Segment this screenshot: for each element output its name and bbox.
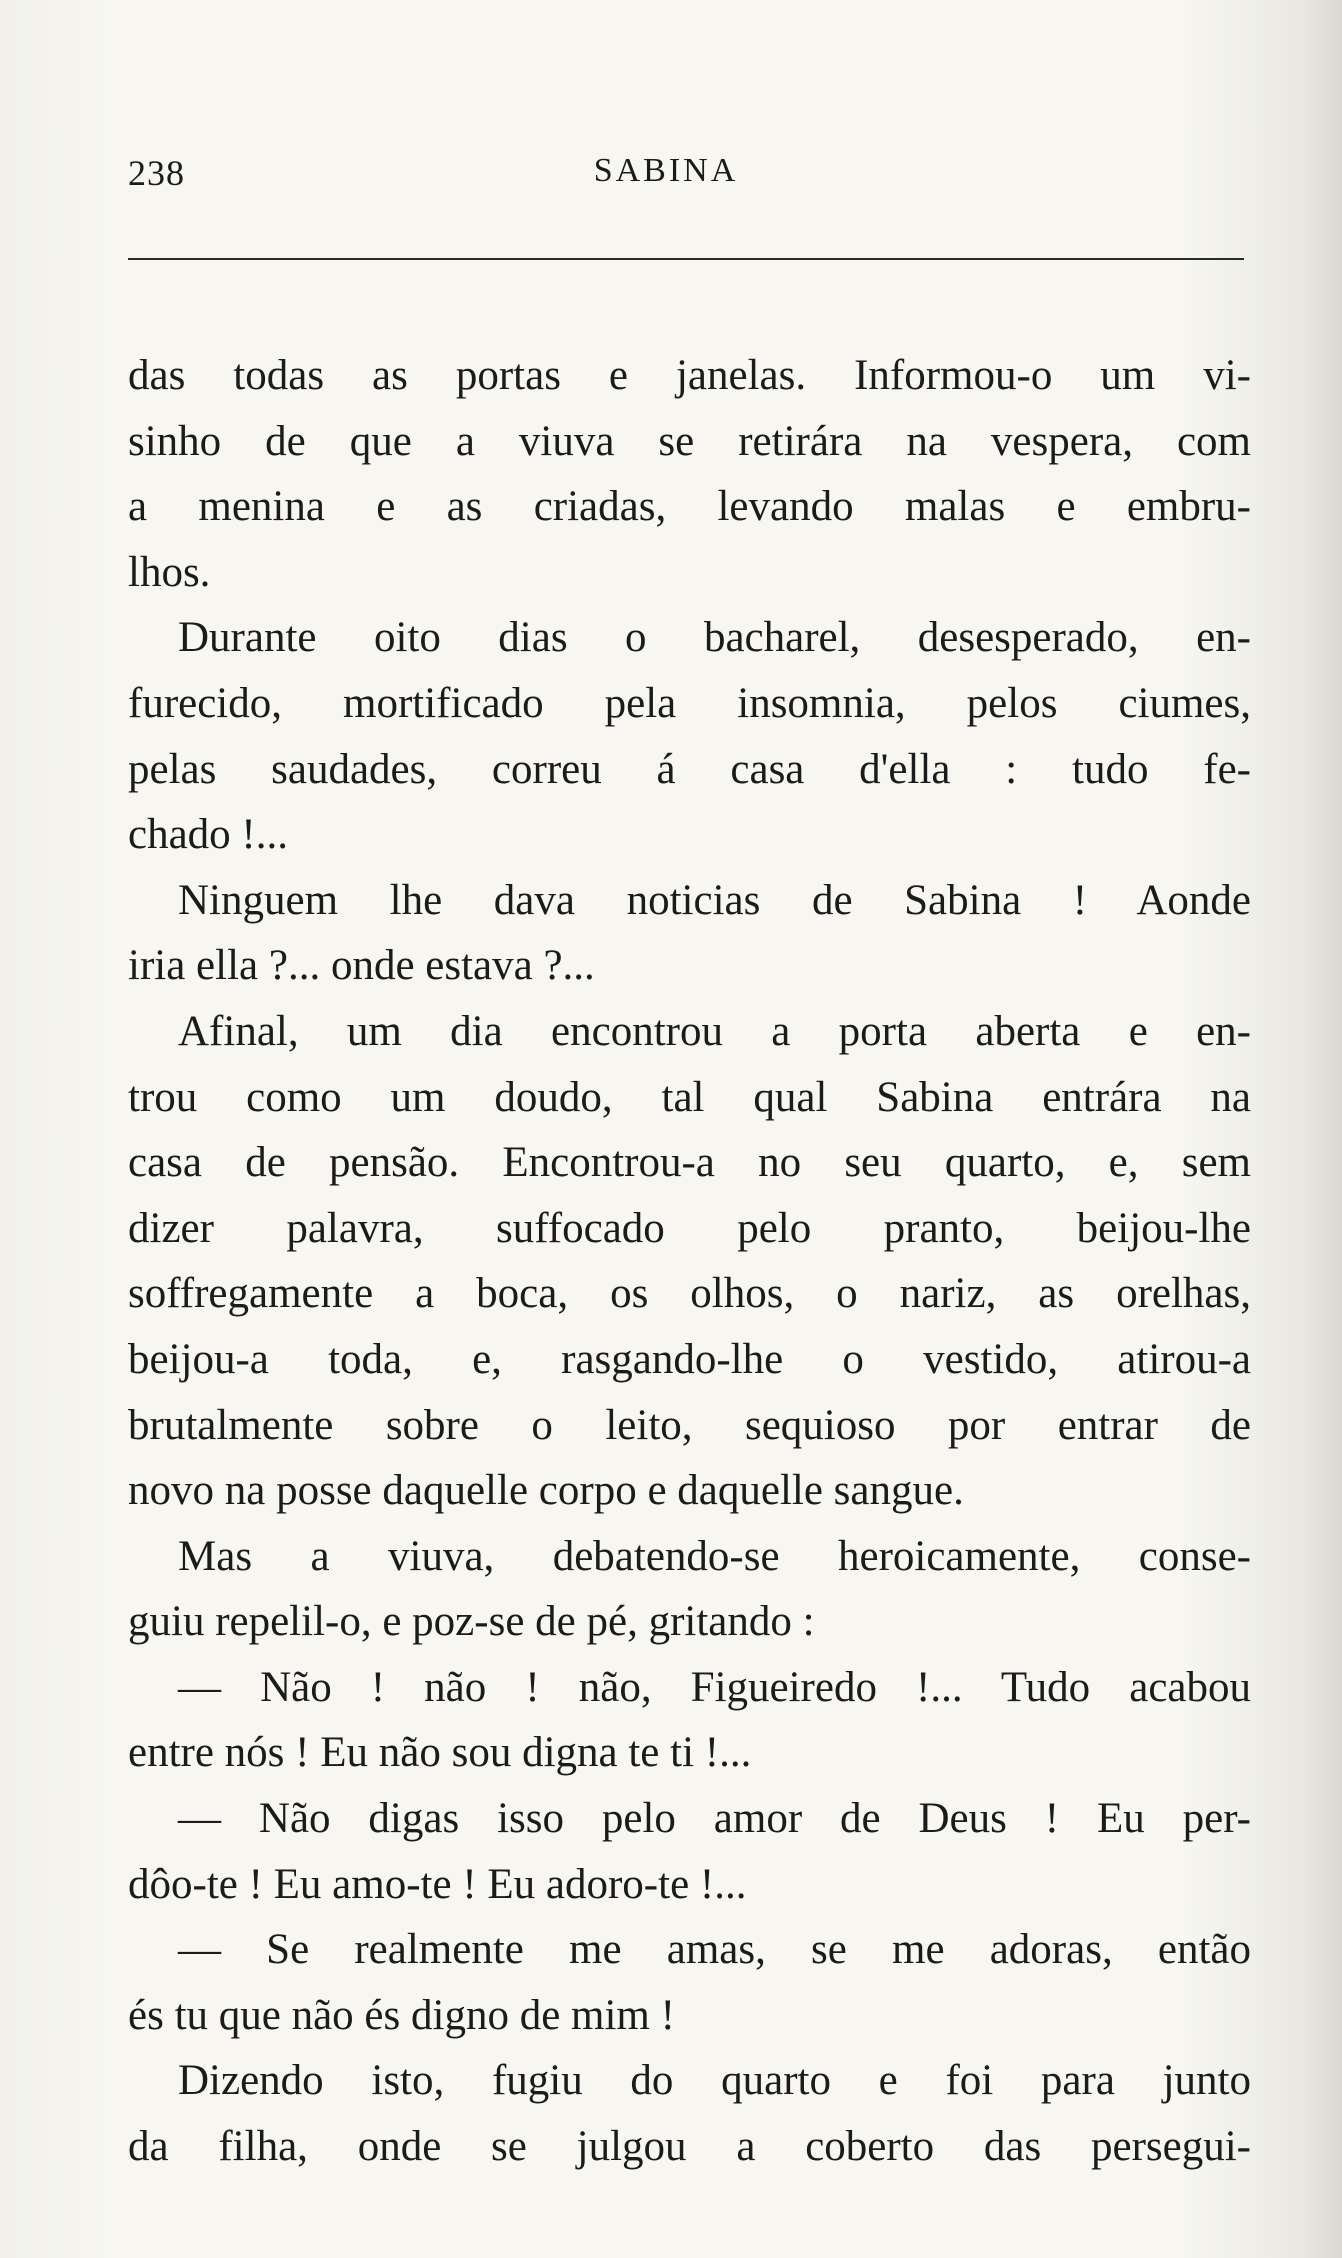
text-line: dôo-te ! Eu amo-te ! Eu adoro-te !... [128, 1860, 747, 1908]
text-line: Durante oito dias o bacharel, desesperado, en- [178, 614, 1251, 662]
text-line: furecido, mortificado pela insomnia, pelos ciumes, [128, 679, 1251, 727]
text-line: brutalmente sobre o leito, sequioso por entrar de [128, 1401, 1251, 1449]
text-line: Dizendo isto, fugiu do quarto e foi para junto [178, 2057, 1251, 2105]
text-line: — Se realmente me amas, se me adoras, então [178, 1926, 1251, 1974]
running-title: SABINA [593, 152, 739, 189]
text-line: das todas as portas e janelas. Informou-o um vi- [128, 352, 1251, 399]
page-edge-shadow [1302, 0, 1342, 2258]
text-line: trou como um doudo, tal qual Sabina entrára na [128, 1073, 1251, 1121]
text-line: sinho de que a viuva se retirára na vespera, com [128, 417, 1251, 465]
header-rule [128, 258, 1244, 260]
text-line: iria ella ?... onde estava ?... [128, 942, 595, 990]
text-line: Afinal, um dia encontrou a porta aberta e en- [178, 1007, 1251, 1055]
text-line: — Não ! não ! não, Figueiredo !... Tudo acabou [178, 1663, 1251, 1711]
text-line: pelas saudades, correu á casa d'ella : tudo fe- [128, 745, 1251, 793]
text-line: és tu que não és digno de mim ! [128, 1991, 675, 2039]
page-header [128, 152, 1244, 212]
text-line: entre nós ! Eu não sou digna te ti !... [128, 1729, 752, 1777]
text-line: da filha, onde se julgou a coberto das persegui- [128, 2123, 1251, 2171]
text-line: guiu repelil-o, e poz-se de pé, gritando : [128, 1598, 815, 1646]
text-line: soffregamente a boca, os olhos, o nariz, as orelhas, [128, 1270, 1251, 1318]
text-line: Ninguem lhe dava noticias de Sabina ! Aonde [178, 876, 1251, 924]
text-line: novo na posse daquelle corpo e daquelle sangue. [128, 1467, 964, 1515]
text-line: beijou-a toda, e, rasgando-lhe o vestido, atirou-a [128, 1335, 1251, 1383]
text-line: — Não digas isso pelo amor de Deus ! Eu per- [178, 1795, 1251, 1843]
text-line: lhos. [128, 548, 211, 596]
text-line: casa de pensão. Encontrou-a no seu quarto, e, sem [128, 1139, 1251, 1187]
text-line: dizer palavra, suffocado pelo pranto, beijou-lhe [128, 1204, 1251, 1252]
page-number: 238 [128, 153, 185, 193]
text-line: Mas a viuva, debatendo-se heroicamente, conse- [178, 1532, 1251, 1580]
text-line: chado !... [128, 811, 288, 859]
body-text [128, 343, 1251, 2180]
text-line: a menina e as criadas, levando malas e embru- [128, 483, 1251, 531]
